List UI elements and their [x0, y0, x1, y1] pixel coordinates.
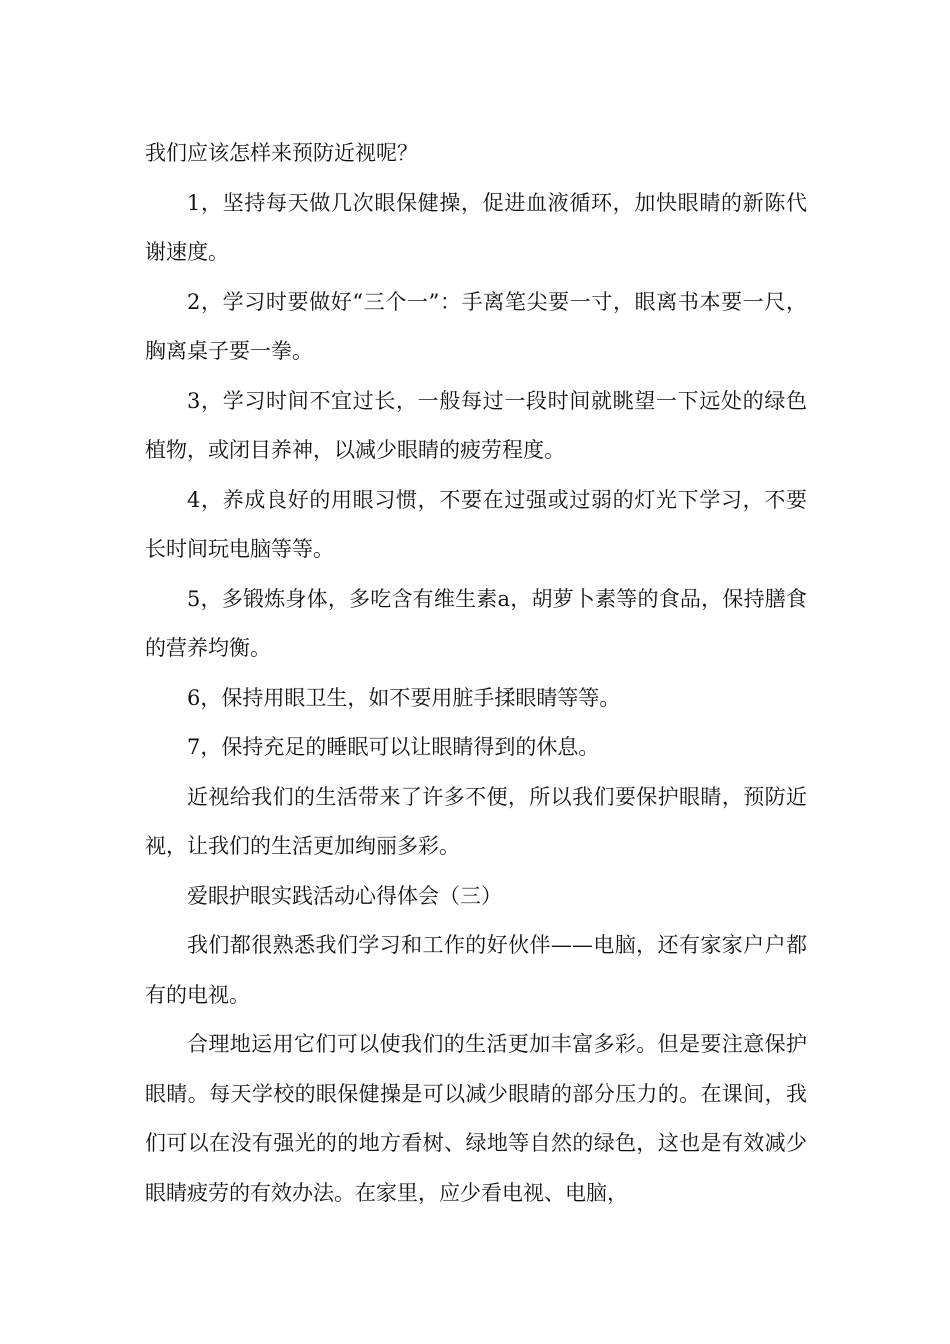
document-body [145, 129, 807, 1218]
paragraph-computer-tv: 我们都很熟悉我们学习和工作的好伙伴——电脑，还有家家户户都有的电视。 [145, 933, 807, 1007]
paragraph-tip-1: 1，坚持每天做几次眼保健操，促进血液循环，加快眼睛的新陈代谢速度。 [145, 190, 807, 264]
section-heading: 爱眼护眼实践活动心得体会（三） [187, 883, 502, 908]
paragraph-tip-3: 3，学习时间不宜过长，一般每过一段时间就眺望一下远处的绿色植物，或闭目养神，以减少眼睛的疲劳程度。 [145, 388, 807, 462]
paragraph-conclusion: 近视给我们的生活带来了许多不便，所以我们要保护眼睛，预防近视，让我们的生活更加绚丽多彩。 [145, 784, 807, 858]
paragraph-tip-6: 6，保持用眼卫生，如不要用脏手揉眼睛等等。 [187, 685, 621, 710]
paragraph-tip-4: 4，养成良好的用眼习惯，不要在过强或过弱的灯光下学习，不要长时间玩电脑等等。 [145, 487, 807, 561]
paragraph-intro-question: 我们应该怎样来预防近视呢？ [145, 141, 418, 165]
paragraph-tip-2: 2，学习时要做好“三个一”：手离笔尖要一寸，眼离书本要一尺，胸离桌子要一拳。 [145, 289, 807, 363]
paragraph-tip-7: 7，保持充足的睡眠可以让眼睛得到的休息。 [187, 735, 600, 759]
paragraph-tip-5: 5，多锻炼身体，多吃含有维生素a，胡萝卜素等的食品，保持膳食的营养均衡。 [145, 586, 807, 660]
paragraph-eye-care: 合理地运用它们可以使我们的生活更加丰富多彩。但是要注意保护眼睛。每天学校的眼保健操是可以减少眼睛的部分压力的。在课间，我们可以在没有强光的的地方看树、绿地等自然的绿色，这也是有效减少眼睛疲劳的有效办法。在家里，应少看电视、电脑， [145, 1032, 807, 1205]
